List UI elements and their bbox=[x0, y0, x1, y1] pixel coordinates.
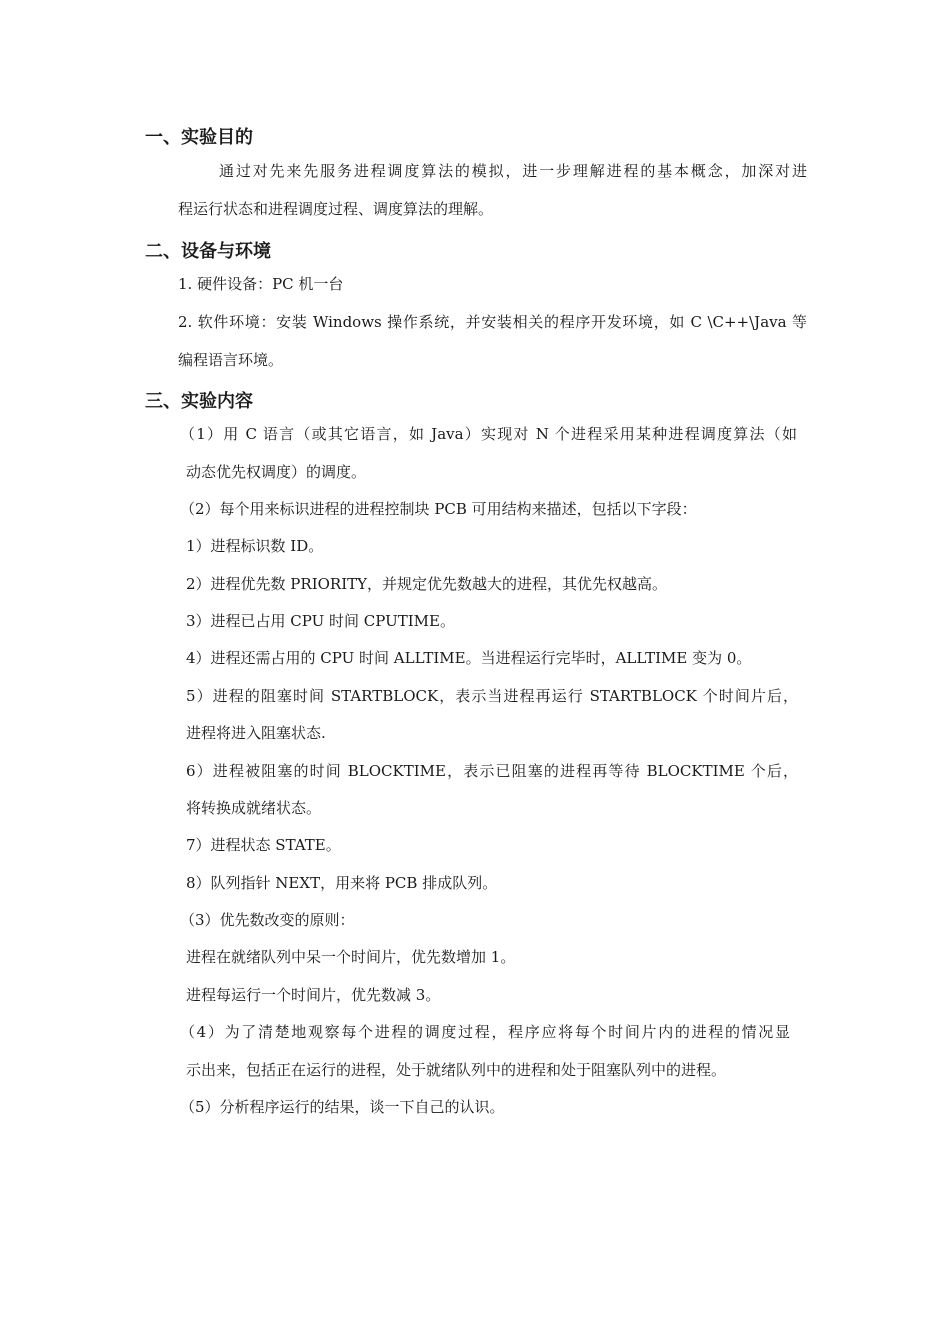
content-line-priority-rule: （3）优先数改变的原则： bbox=[180, 911, 355, 929]
field-blocktime-continued: 将转换成就绪状态。 bbox=[186, 799, 322, 817]
content-line-2: 动态优先权调度）的调度。 bbox=[186, 463, 367, 481]
field-next: 8）队列指针 NEXT，用来将 PCB 排成队列。 bbox=[186, 874, 498, 892]
rule-running: 进程每运行一个时间片，优先数减 3。 bbox=[186, 986, 441, 1004]
field-blocktime: 6）进程被阻塞的时间 BLOCKTIME，表示已阻塞的进程再等待 BLOCKTIME 个后， bbox=[186, 762, 798, 780]
field-alltime: 4）进程还需占用的 CPU 时间 ALLTIME。当进程运行完毕时，ALLTIME 变为 0。 bbox=[186, 649, 752, 667]
hardware-item: 1. 硬件设备：PC 机一台 bbox=[178, 275, 344, 293]
content-line-display: （4）为了清楚地观察每个进程的调度过程，程序应将每个时间片内的进程的情况显 bbox=[180, 1023, 790, 1041]
rule-ready-queue: 进程在就绪队列中呆一个时间片，优先数增加 1。 bbox=[186, 948, 516, 966]
section-title-content: 三、实验内容 bbox=[145, 391, 253, 412]
field-cputime: 3）进程已占用 CPU 时间 CPUTIME。 bbox=[186, 612, 455, 630]
field-startblock: 5）进程的阻塞时间 STARTBLOCK，表示当进程再运行 STARTBLOCK 个时间片后， bbox=[186, 687, 798, 705]
field-startblock-continued: 进程将进入阻塞状态. bbox=[186, 724, 326, 742]
content-line-display-continued: 示出来，包括正在运行的进程，处于就绪队列中的进程和处于阻塞队列中的进程。 bbox=[186, 1061, 727, 1079]
software-item-continued: 编程语言环境。 bbox=[178, 351, 284, 369]
software-item: 2. 软件环境：安装 Windows 操作系统，并安装相关的程序开发环境，如 C \C++\Java 等 bbox=[178, 313, 807, 331]
field-id: 1）进程标识数 ID。 bbox=[186, 537, 324, 555]
field-state: 7）进程状态 STATE。 bbox=[186, 836, 341, 854]
content-line-3: （2）每个用来标识进程的进程控制块 PCB 可用结构来描述，包括以下字段： bbox=[180, 500, 697, 518]
section-title-purpose: 一、实验目的 bbox=[145, 127, 253, 148]
purpose-line-2: 程运行状态和进程调度过程、调度算法的理解。 bbox=[178, 200, 494, 218]
section-title-environment: 二、设备与环境 bbox=[145, 241, 271, 262]
content-line-1: （1）用 C 语言（或其它语言，如 Java）实现对 N 个进程采用某种进程调度算法（如 bbox=[180, 425, 797, 443]
purpose-line-1: 通过对先来先服务进程调度算法的模拟，进一步理解进程的基本概念，加深对进 bbox=[219, 162, 807, 180]
content-line-analysis: （5）分析程序运行的结果，谈一下自己的认识。 bbox=[180, 1098, 505, 1116]
field-priority: 2）进程优先数 PRIORITY，并规定优先数越大的进程，其优先权越高。 bbox=[186, 575, 668, 593]
